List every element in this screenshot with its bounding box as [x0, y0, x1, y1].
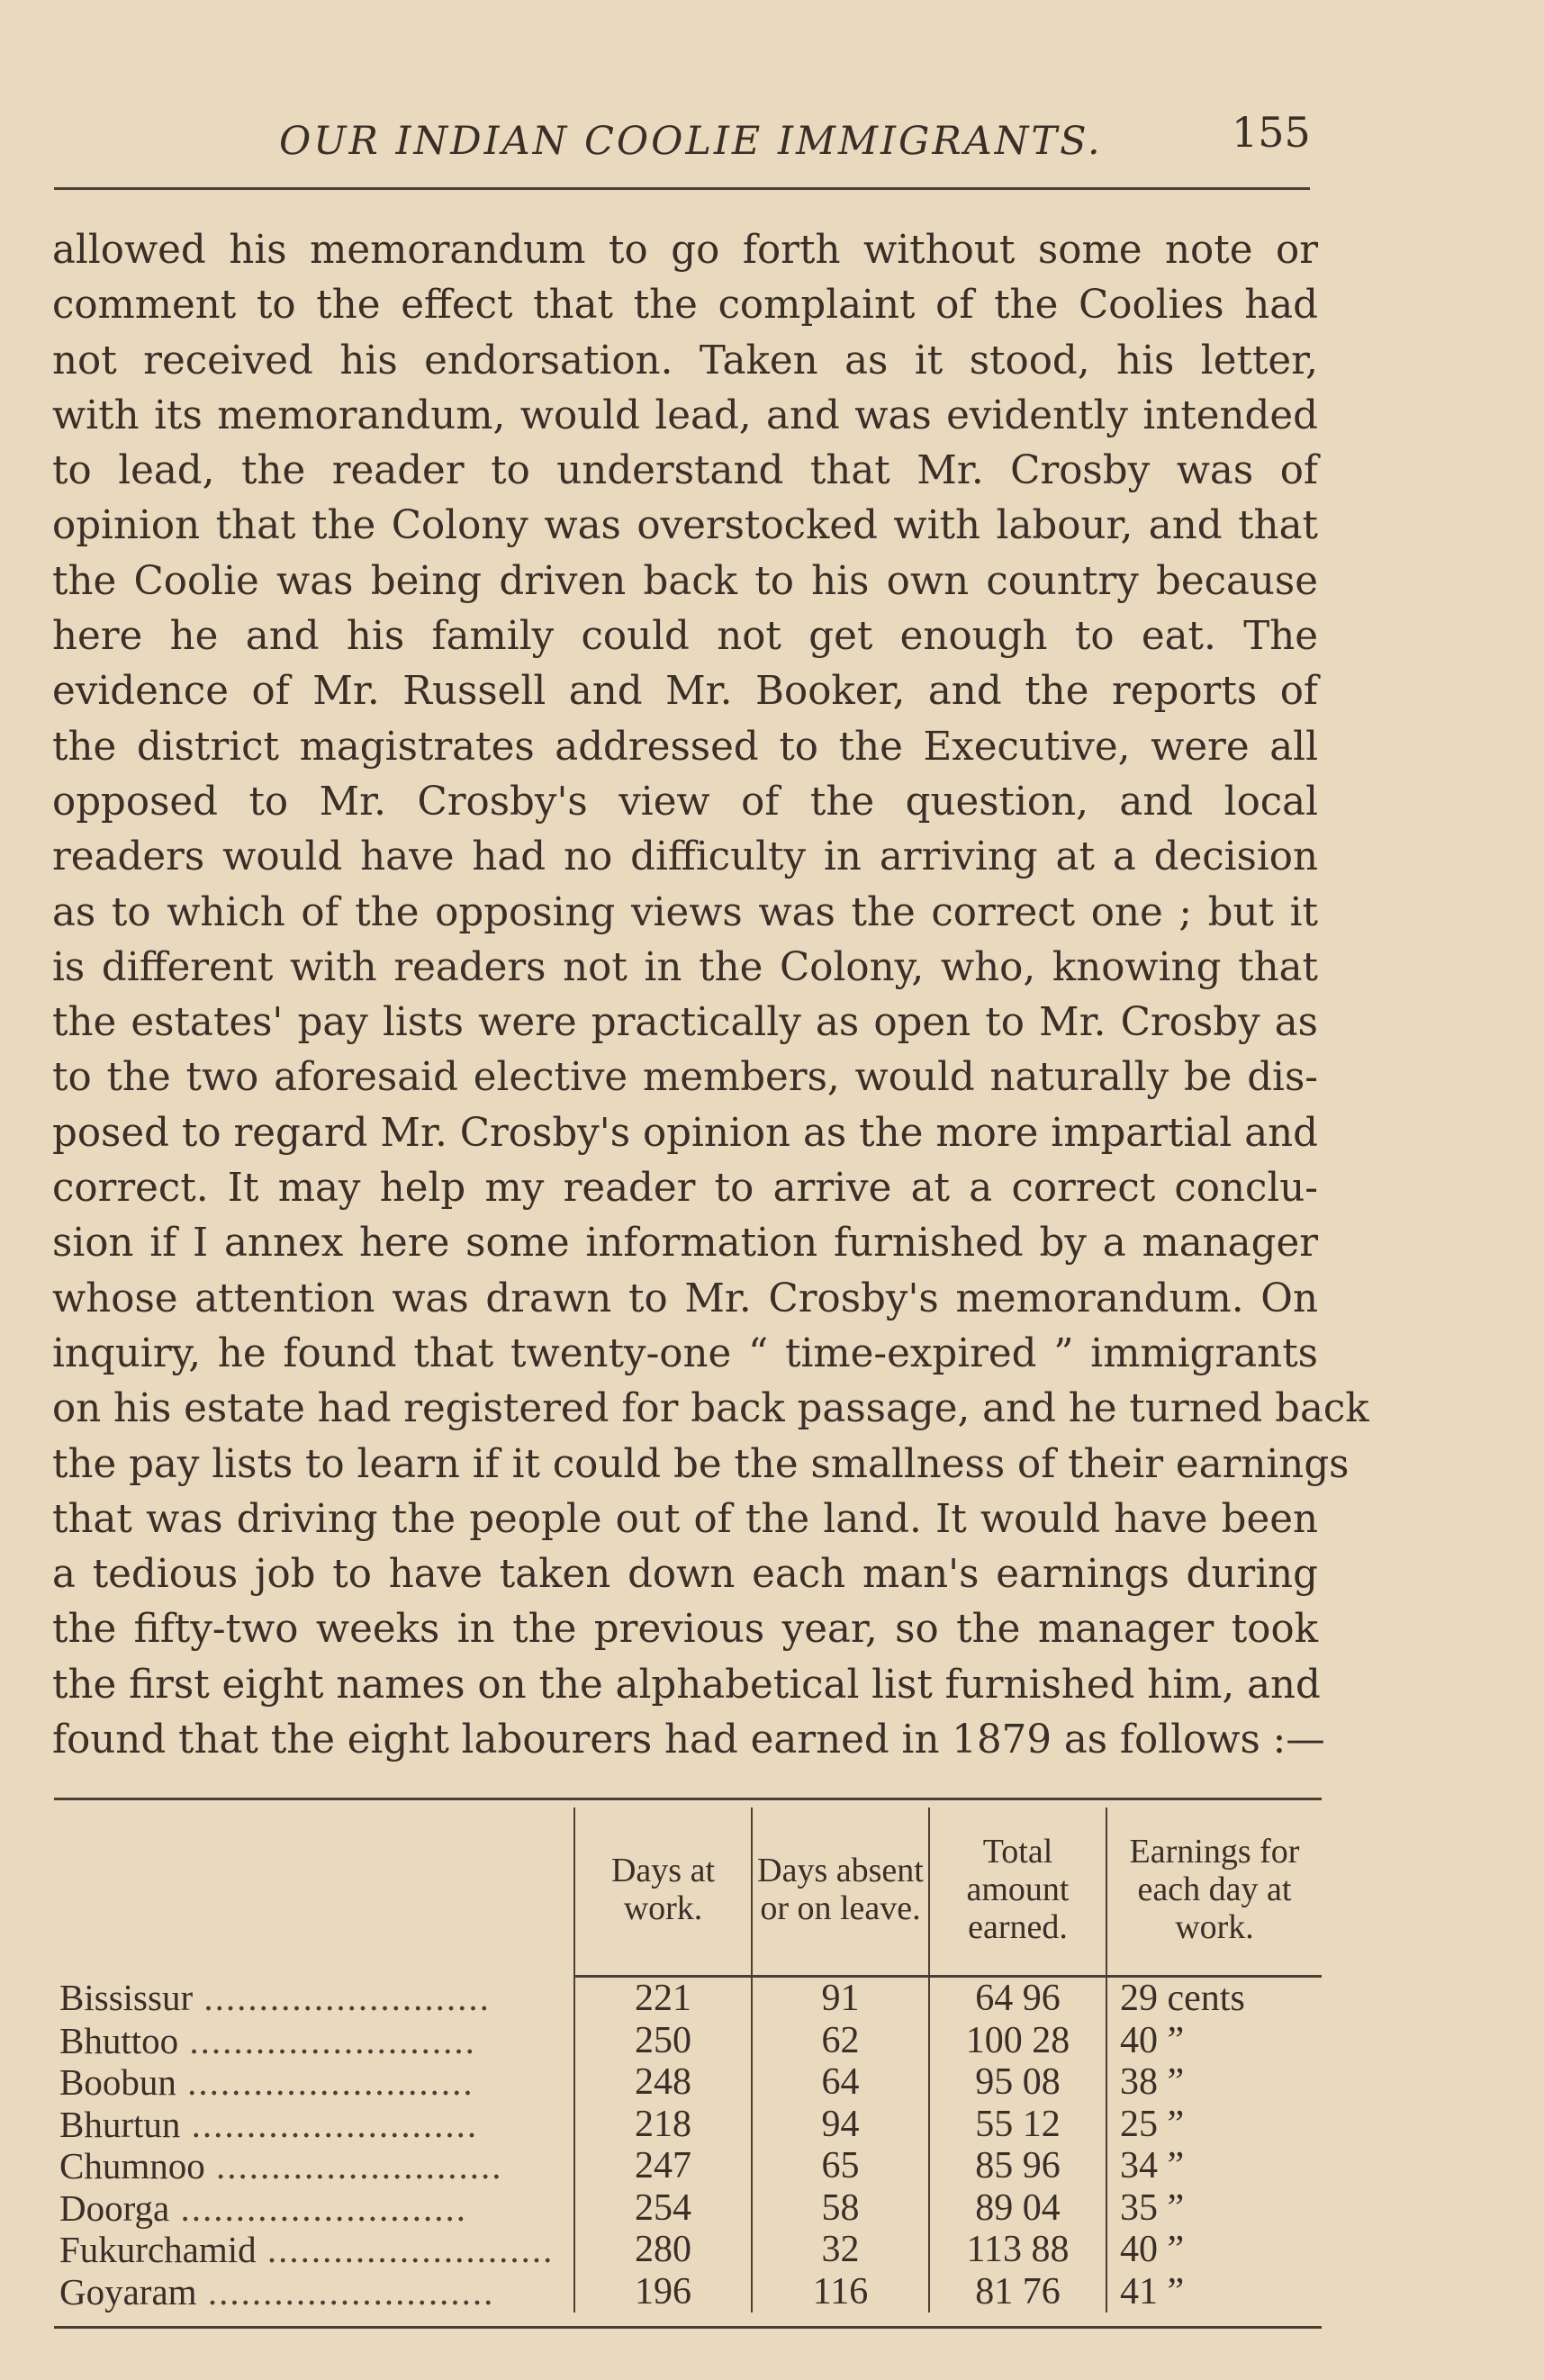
text-line: the first eight names on the alphabetical list furnished him, and: [52, 1662, 1321, 1708]
leader-dots: ..........................: [193, 1977, 491, 2019]
leader-dots: ..........................: [204, 2145, 503, 2186]
text-line: inquiry, he found that twenty-one “ time-expired ” immigrants: [52, 1330, 1318, 1376]
days-absent-cell: 91: [752, 1977, 929, 2020]
text-line: sion if I annex here some information furnished by a manager: [52, 1221, 1318, 1267]
text-line: opposed to Mr. Crosby's view of the question, and local: [52, 779, 1318, 825]
name-text: Doorga: [59, 2186, 170, 2229]
labourer-name: [54, 2145, 574, 2187]
text-line: allowed his memorandum to go forth without some note or: [52, 228, 1318, 273]
page-number: 155: [1232, 108, 1311, 157]
total-earned-cell: 64 96: [929, 1977, 1106, 2020]
total-earned-header: Total amount earned.: [929, 1808, 1106, 1977]
days-absent-cell: 64: [752, 2061, 929, 2104]
total-earned-cell: 95 08: [929, 2061, 1106, 2104]
labourer-name: [54, 2061, 574, 2104]
total-earned-cell: 113 88: [929, 2229, 1106, 2271]
days-absent-cell: 94: [752, 2104, 929, 2146]
table-row: [54, 1977, 1322, 2020]
labourer-name: [54, 2271, 574, 2313]
earnings-per-day-cell: 41 ”: [1106, 2271, 1322, 2313]
total-earned-cell: 81 76: [929, 2271, 1106, 2313]
text-line: the estates' pay lists were practically as open to Mr. Crosby as: [52, 1000, 1318, 1046]
table-row: [54, 2061, 1322, 2104]
name-column-header: [54, 1808, 574, 1977]
text-line: whose attention was drawn to Mr. Crosby's memorandum. On: [52, 1276, 1318, 1321]
leader-dots: ..........................: [256, 2229, 555, 2270]
text-line: is different with readers not in the Colony, who, knowing that: [52, 944, 1318, 990]
earnings-per-day-header: Earnings for each day at work.: [1106, 1808, 1322, 1977]
body-paragraph: [52, 223, 1369, 1768]
text-line: as to which of the opposing views was the correct one ; but it: [52, 889, 1318, 935]
table-top-rule: [54, 1798, 1322, 1800]
text-line: on his estate had registered for back passage, and he turned back: [52, 1386, 1369, 1432]
leader-dots: ..........................: [176, 2061, 474, 2103]
name-text: Chumnoo: [59, 2145, 205, 2186]
table-bottom-rule: [54, 2326, 1322, 2329]
labourer-name: [54, 2020, 574, 2062]
days-at-work-cell: 254: [574, 2187, 752, 2230]
days-absent-cell: 65: [752, 2145, 929, 2187]
days-at-work-cell: 247: [574, 2145, 752, 2187]
days-absent-header: Days absent or on leave.: [752, 1808, 929, 1977]
days-at-work-cell: 280: [574, 2229, 752, 2271]
days-absent-cell: 58: [752, 2187, 929, 2230]
days-at-work-cell: 218: [574, 2104, 752, 2146]
running-title: OUR INDIAN COOLIE IMMIGRANTS.: [279, 119, 1103, 164]
days-at-work-cell: 250: [574, 2020, 752, 2062]
text-line: comment to the effect that the complaint of the Coolies had: [52, 283, 1318, 329]
labourer-name: [54, 2104, 574, 2146]
total-earned-cell: 89 04: [929, 2187, 1106, 2230]
text-line: the fifty-two weeks in the previous year, so the manager took: [52, 1607, 1318, 1653]
earnings-per-day-cell: 29 cents: [1106, 1977, 1322, 2020]
text-line: here he and his family could not get enough to eat. The: [52, 614, 1318, 660]
table-header-row: [54, 1808, 1322, 1977]
leader-dots: ..........................: [178, 2019, 476, 2061]
total-earned-cell: 100 28: [929, 2020, 1106, 2062]
total-earned-cell: 55 12: [929, 2104, 1106, 2146]
text-line: the pay lists to learn if it could be the smallness of their earnings: [52, 1441, 1350, 1487]
table-row: [54, 2229, 1322, 2271]
days-at-work-cell: 221: [574, 1977, 752, 2020]
labourer-name: [54, 2229, 574, 2271]
text-line: with its memorandum, would lead, and was evidently intended: [52, 392, 1318, 438]
text-line: opinion that the Colony was overstocked with labour, and that: [52, 503, 1318, 549]
table-row: [54, 2145, 1322, 2187]
name-text: Goyaram: [59, 2270, 197, 2312]
earnings-per-day-cell: 38 ”: [1106, 2061, 1322, 2104]
leader-dots: ..........................: [169, 2186, 467, 2229]
days-at-work-cell: 248: [574, 2061, 752, 2104]
text-line: to lead, the reader to understand that Mr. Crosby was of: [52, 448, 1318, 494]
text-line: to the two aforesaid elective members, would naturally be dis-: [52, 1055, 1318, 1101]
text-line: posed to regard Mr. Crosby's opinion as the more impartial and: [52, 1110, 1318, 1156]
page-header: [54, 108, 1314, 171]
labourer-name: [54, 1977, 574, 2020]
text-line: correct. It may help my reader to arrive at a correct conclu-: [52, 1166, 1318, 1212]
name-text: Bississur: [59, 1977, 194, 2019]
days-absent-cell: 116: [752, 2271, 929, 2313]
table-row: [54, 2020, 1322, 2062]
name-text: Bhuttoo: [59, 2019, 179, 2061]
days-at-work-cell: 196: [574, 2271, 752, 2313]
text-line: that was driving the people out of the land. It would have been: [52, 1496, 1318, 1542]
text-line: the district magistrates addressed to the Executive, were all: [52, 724, 1318, 770]
earnings-per-day-cell: 40 ”: [1106, 2229, 1322, 2271]
leader-dots: ..........................: [180, 2103, 479, 2145]
text-line: not received his endorsation. Taken as it stood, his letter,: [52, 338, 1318, 383]
earnings-table: [54, 1808, 1322, 2312]
name-text: Boobun: [59, 2061, 176, 2103]
earnings-per-day-cell: 35 ”: [1106, 2187, 1322, 2230]
days-at-work-header: Days at work.: [574, 1808, 752, 1977]
leader-dots: ..........................: [196, 2270, 495, 2312]
total-earned-cell: 85 96: [929, 2145, 1106, 2187]
text-line: readers would have had no difficulty in arriving at a decision: [52, 834, 1318, 880]
days-absent-cell: 62: [752, 2020, 929, 2062]
table-row: [54, 2104, 1322, 2146]
name-text: Fukurchamid: [59, 2229, 257, 2270]
text-line: a tedious job to have taken down each man's earnings during: [52, 1552, 1318, 1598]
labourer-name: [54, 2187, 574, 2230]
earnings-per-day-cell: 34 ”: [1106, 2145, 1322, 2187]
table-row: [54, 2187, 1322, 2230]
earnings-per-day-cell: 25 ”: [1106, 2104, 1322, 2146]
text-line: the Coolie was being driven back to his own country because: [52, 558, 1318, 604]
text-line: found that the eight labourers had earned in 1879 as follows :—: [52, 1717, 1325, 1763]
earnings-per-day-cell: 40 ”: [1106, 2020, 1322, 2062]
text-line: evidence of Mr. Russell and Mr. Booker, and the reports of: [52, 669, 1318, 715]
table-row: [54, 2271, 1322, 2313]
header-rule: [54, 187, 1310, 190]
name-text: Bhurtun: [59, 2103, 181, 2145]
days-absent-cell: 32: [752, 2229, 929, 2271]
